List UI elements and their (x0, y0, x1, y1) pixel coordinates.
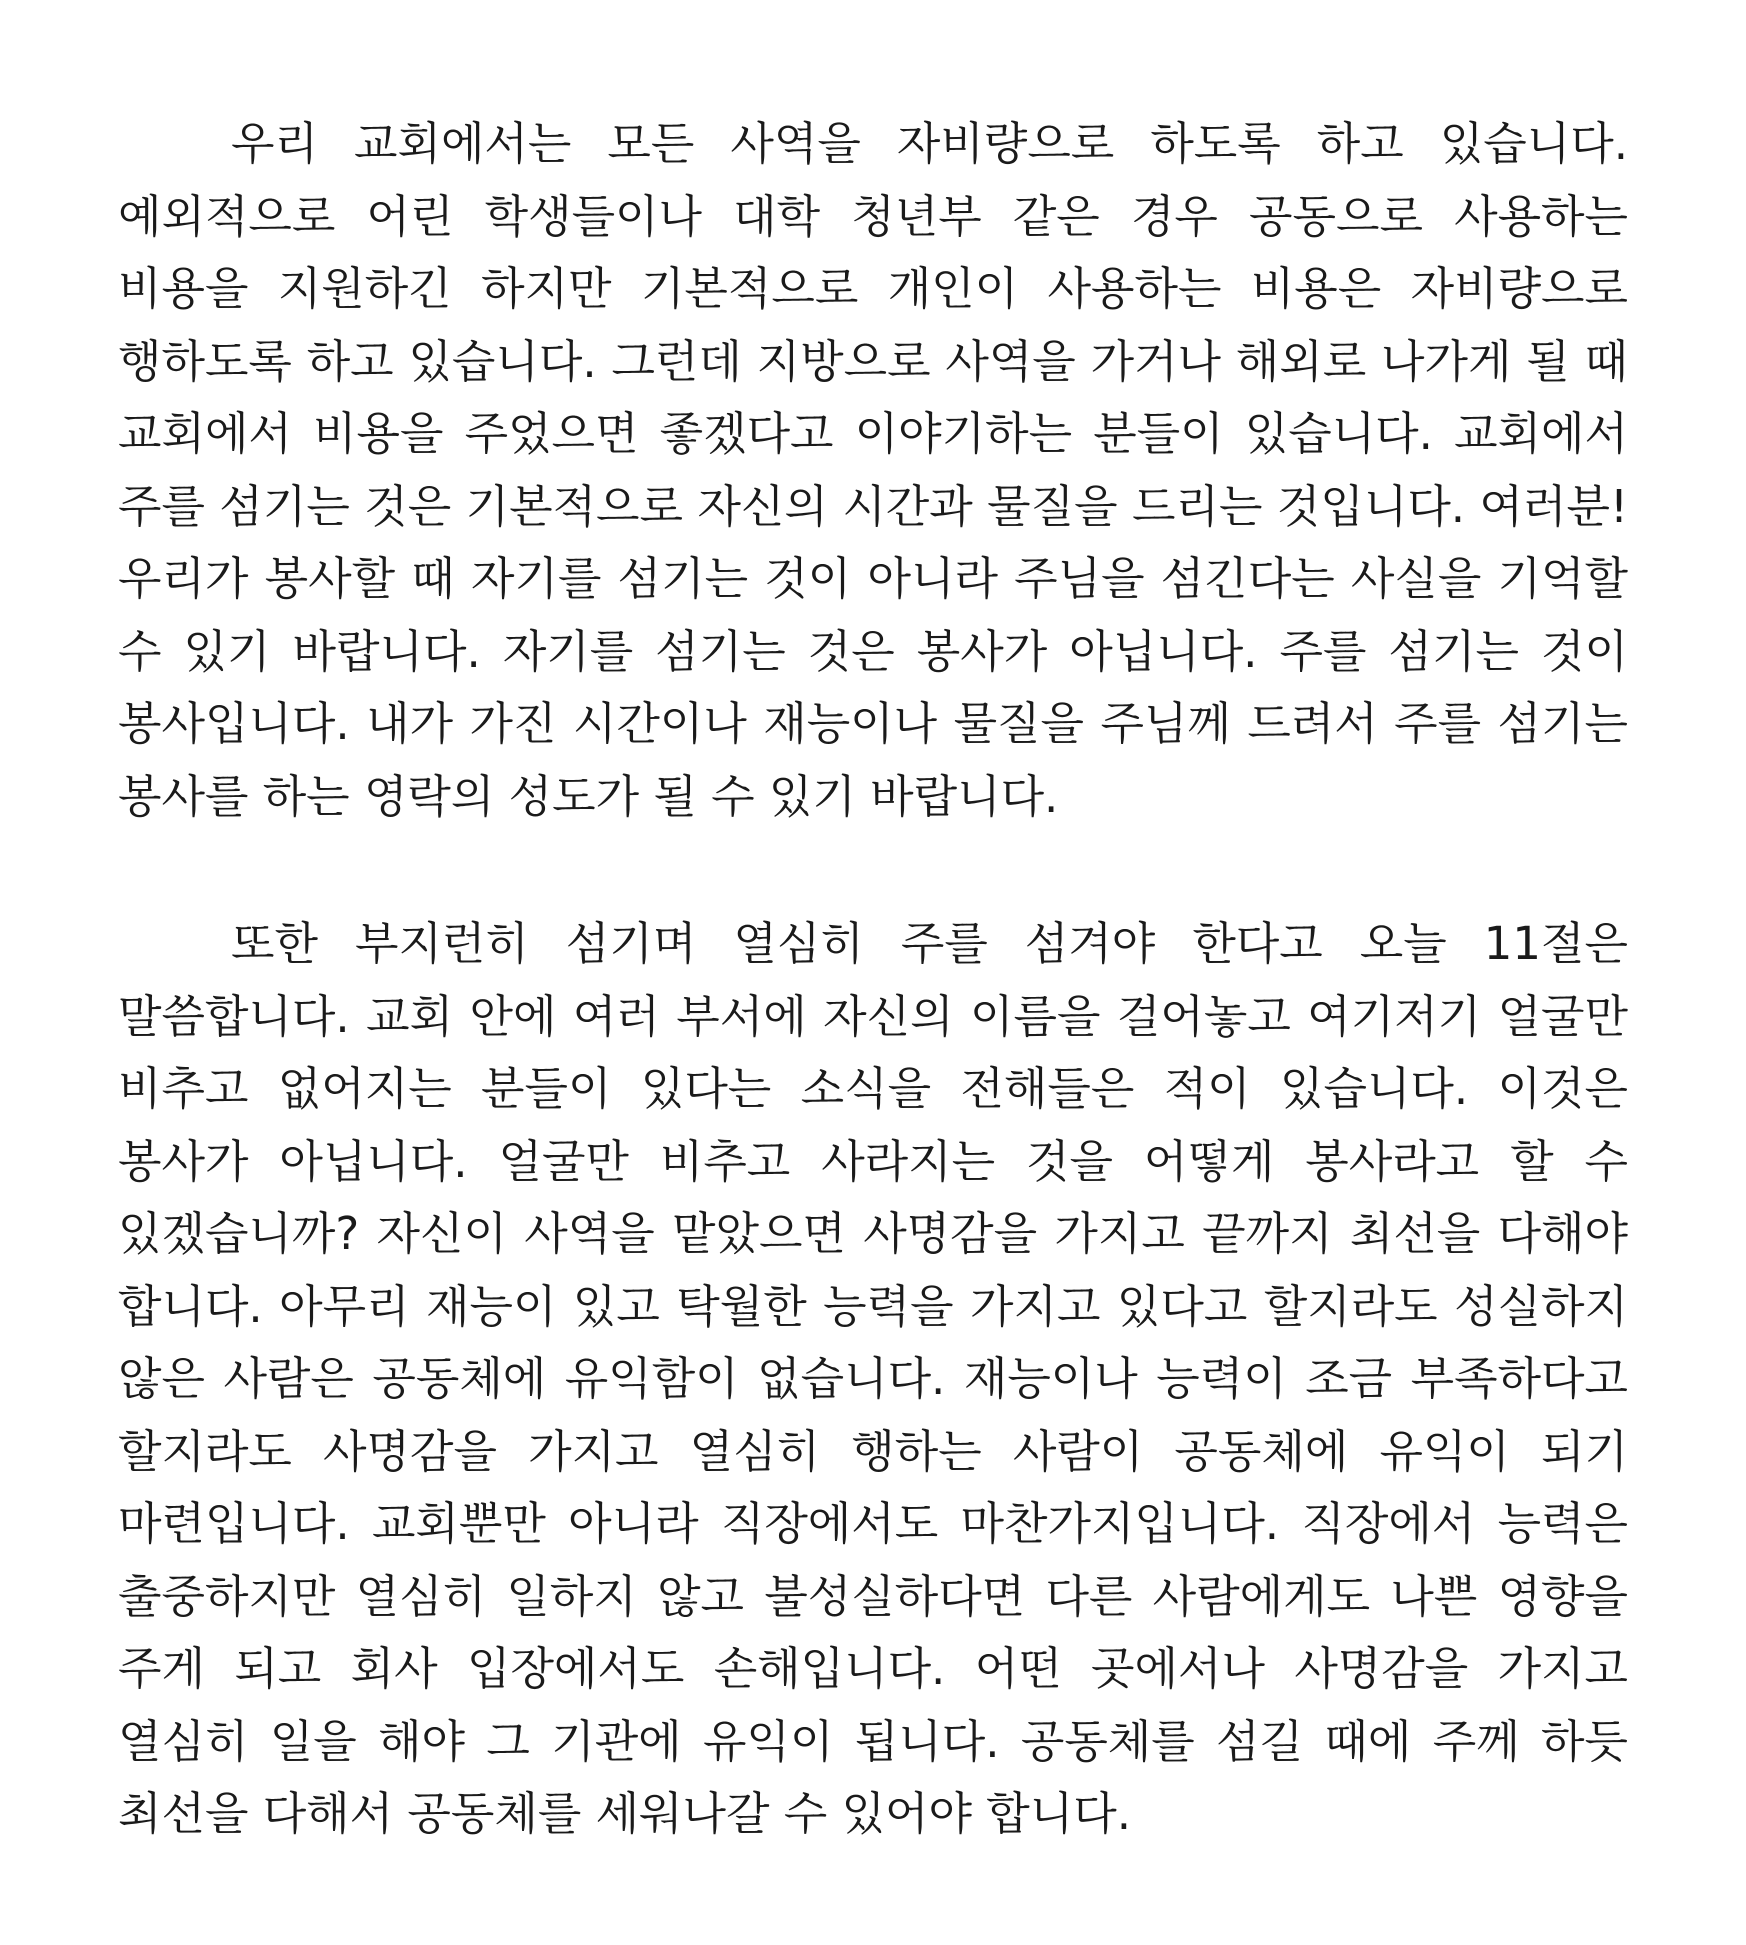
paragraph-serving-at-own-expense: 우리 교회에서는 모든 사역을 자비량으로 하도록 하고 있습니다. 예외적으로 어린 학생들이나 대학 청년부 같은 경우 공동으로 사용하는 비용을 지원하긴 하지만 기본적으로 개인이 사용하는 비용은 자비량으로 행하도록 하고 있습니다. 그런데 지방으로 사역을 가거나 해외로 나가게 될 때 교회에서 비용을 주었으면 좋겠다고 이야기하는 분들이 있습니다. 교회에서 주를 섬기는 것은 기본적으로 자신의 시간과 물질을 드리는 것입니다. 여러분! 우리가 봉사할 때 자기를 섬기는 것이 아니라 주님을 섬긴다는 사실을 기억할 수 있기 바랍니다. 자기를 섬기는 것은 봉사가 아닙니다. 주를 섬기는 것이 봉사입니다. 내가 가진 시간이나 재능이나 물질을 주님께 드려서 주를 섬기는 봉사를 하는 영락의 성도가 될 수 있기 바랍니다. (118, 117, 1628, 823)
paragraph-diligent-service: 또한 부지런히 섬기며 열심히 주를 섬겨야 한다고 오늘 11절은 말씀합니다. 교회 안에 여러 부서에 자신의 이름을 걸어놓고 여기저기 얼굴만 비추고 없어지는 분들이 있다는 소식을 전해들은 적이 있습니다. 이것은 봉사가 아닙니다. 얼굴만 비추고 사라지는 것을 어떻게 봉사라고 할 수 있겠습니까? 자신이 사역을 맡았으면 사명감을 가지고 끝까지 최선을 다해야 합니다. 아무리 재능이 있고 탁월한 능력을 가지고 있다고 할지라도 성실하지 않은 사람은 공동체에 유익함이 없습니다. 재능이나 능력이 조금 부족하다고 할지라도 사명감을 가지고 열심히 행하는 사람이 공동체에 유익이 되기 마련입니다. 교회뿐만 아니라 직장에서도 마찬가지입니다. 직장에서 능력은 출중하지만 열심히 일하지 않고 불성실하다면 다른 사람에게도 나쁜 영향을 주게 되고 회사 입장에서도 손해입니다. 어떤 곳에서나 사명감을 가지고 열심히 일을 해야 그 기관에 유익이 됩니다. 공동체를 섬길 때에 주께 하듯 최선을 다해서 공동체를 세워나갈 수 있어야 합니다. (118, 917, 1628, 1840)
